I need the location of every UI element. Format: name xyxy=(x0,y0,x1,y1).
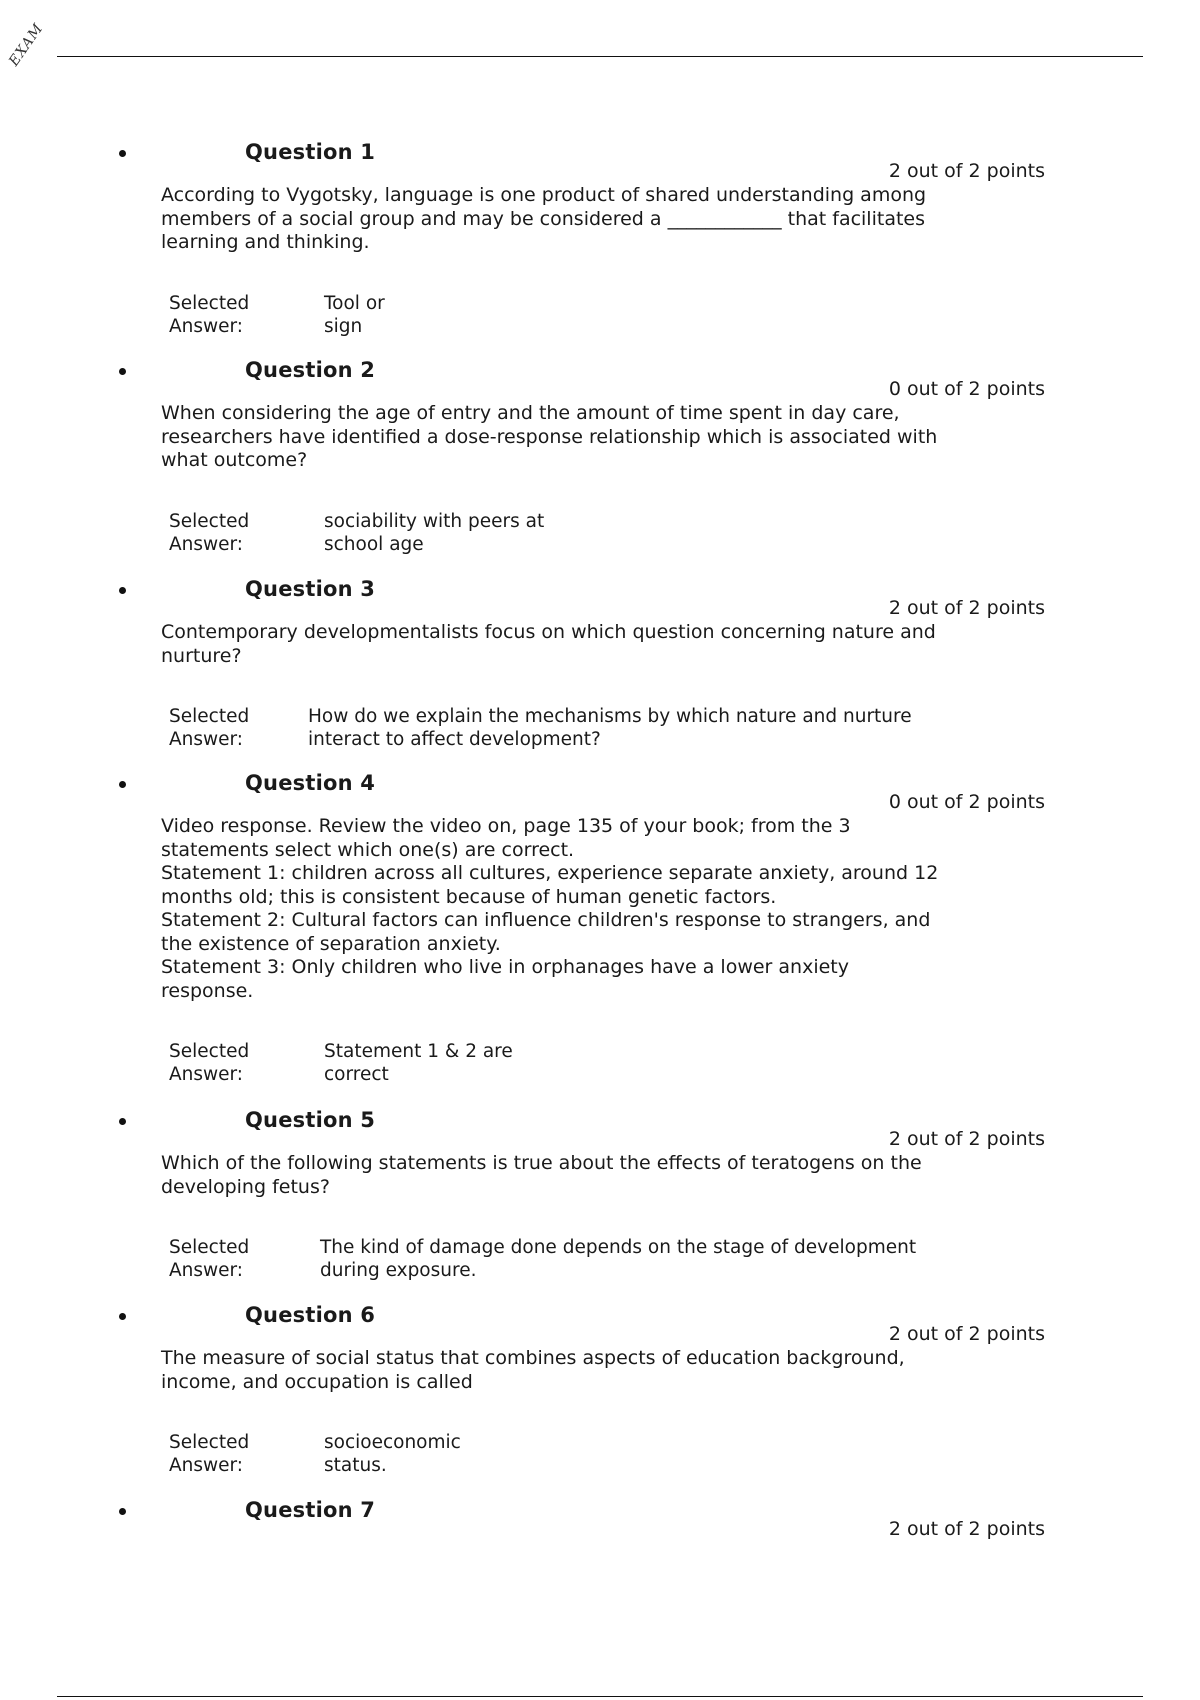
bullet-icon xyxy=(119,781,126,788)
question-points: 2 out of 2 points xyxy=(888,597,1045,619)
selected-answer-row xyxy=(161,705,1045,751)
question-list xyxy=(0,136,1200,1574)
bullet-icon xyxy=(119,1118,126,1125)
question-item-1 xyxy=(0,136,1200,354)
selected-answer-label: Selected Answer: xyxy=(169,1432,250,1476)
question-title: Question 4 xyxy=(245,771,376,795)
question-points: 2 out of 2 points xyxy=(888,1323,1045,1345)
question-title: Question 2 xyxy=(245,358,376,382)
bullet-icon xyxy=(119,1508,126,1515)
question-text: According to Vygotsky, language is one product of shared understanding among members of a social group and may be considered a ____________ that facilitates learning and thinking. xyxy=(161,184,927,253)
selected-answer-value: Tool or sign xyxy=(324,292,385,337)
question-item-3 xyxy=(0,573,1200,767)
question-title: Question 7 xyxy=(245,1498,376,1522)
question-title: Question 1 xyxy=(245,140,376,164)
selected-answer-value: Statement 1 & 2 are correct xyxy=(324,1041,513,1085)
exam-watermark: EXAM xyxy=(6,20,47,70)
selected-answer-value: socioeconomic status. xyxy=(324,1432,461,1476)
selected-answer-row xyxy=(161,510,1045,556)
question-title: Question 5 xyxy=(245,1108,376,1132)
selected-answer-value: The kind of damage done depends on the stage of development during exposure. xyxy=(320,1237,917,1281)
bullet-icon xyxy=(119,150,126,157)
selected-answer-row xyxy=(161,1236,1045,1282)
selected-answer-label: Selected Answer: xyxy=(169,292,250,337)
question-item-2 xyxy=(0,354,1200,573)
selected-answer-value: sociability with peers at school age xyxy=(324,510,545,555)
bottom-divider xyxy=(57,1696,1143,1697)
bullet-icon xyxy=(119,587,126,594)
question-points: 0 out of 2 points xyxy=(888,791,1045,813)
selected-answer-row xyxy=(161,1040,1045,1086)
selected-answer-label: Selected Answer: xyxy=(169,1237,250,1281)
selected-answer-label: Selected Answer: xyxy=(169,510,250,555)
bullet-icon xyxy=(119,368,126,375)
selected-answer-row xyxy=(161,1431,1045,1477)
selected-answer-value: How do we explain the mechanisms by which nature and nurture interact to affect development? xyxy=(308,706,912,750)
question-item-5 xyxy=(0,1104,1200,1299)
top-divider xyxy=(57,56,1143,57)
question-title: Question 3 xyxy=(245,577,376,601)
bullet-icon xyxy=(119,1313,126,1320)
question-item-4 xyxy=(0,767,1200,1104)
question-title: Question 6 xyxy=(245,1303,376,1327)
question-points: 0 out of 2 points xyxy=(888,378,1045,400)
question-item-6 xyxy=(0,1299,1200,1494)
question-text: The measure of social status that combines aspects of education background, income, and occupation is called xyxy=(161,1347,905,1393)
question-text: When considering the age of entry and the amount of time spent in day care, researchers have identified a dose-response relationship which is associated with what outcome? xyxy=(161,402,938,471)
selected-answer-label: Selected Answer: xyxy=(169,706,250,750)
question-points: 2 out of 2 points xyxy=(888,1518,1045,1540)
question-text: Video response. Review the video on, page 135 of your book; from the 3 statements select which one(s) are correct. Statement 1: children across all cultures, experience separate anxiety, around 12 months old; this is consistent because of human genetic factors. Statement 2: Cultural factors can influence children's response to strangers, and the existence of separation anxiety. Statement 3: Only children who live in orphanages have a lower anxiety response. xyxy=(161,815,939,1002)
selected-answer-label: Selected Answer: xyxy=(169,1041,250,1085)
question-points: 2 out of 2 points xyxy=(888,1128,1045,1150)
question-text: Contemporary developmentalists focus on which question concerning nature and nurture? xyxy=(161,621,936,667)
question-text: Which of the following statements is true about the effects of teratogens on the developing fetus? xyxy=(161,1152,922,1198)
question-points: 2 out of 2 points xyxy=(888,160,1045,182)
question-item-7 xyxy=(0,1494,1200,1574)
selected-answer-row xyxy=(161,292,1045,338)
